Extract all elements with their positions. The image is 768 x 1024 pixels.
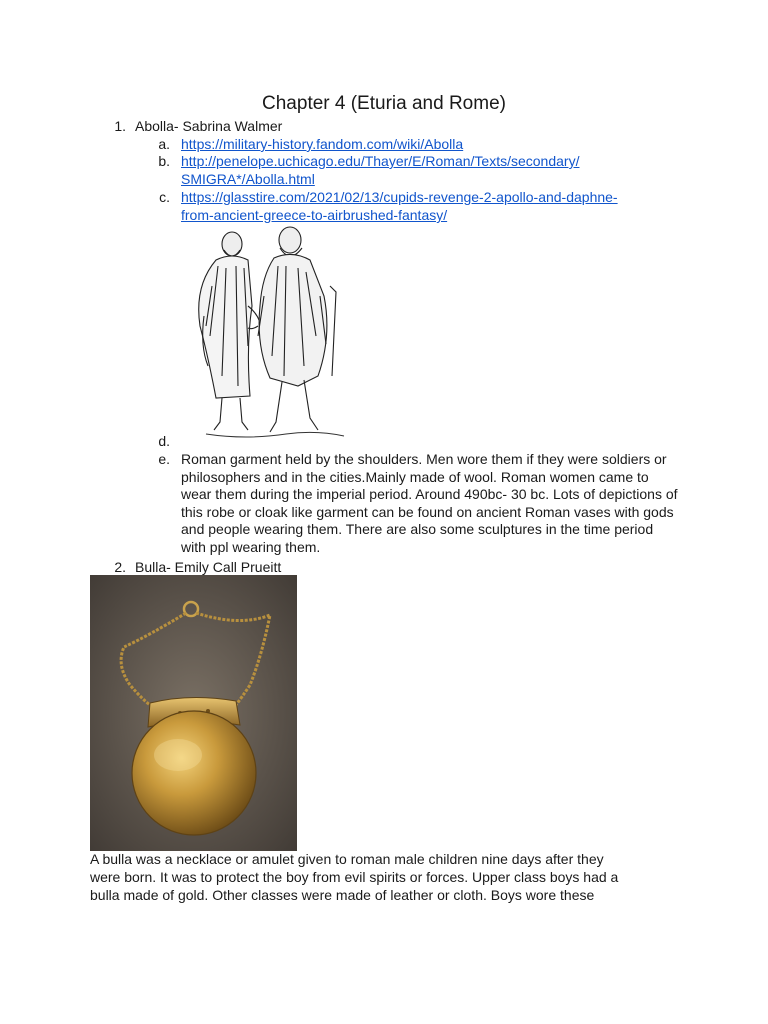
bulla-photo-image (90, 575, 297, 851)
sub-marker-a: a. (158, 136, 170, 152)
link-penelope-line1[interactable]: http://penelope.uchicago.edu/Thayer/E/Roman/Texts/secondary/ (181, 153, 580, 169)
link-glasstire-line1[interactable]: https://glasstire.com/2021/02/13/cupids-revenge-2-apollo-and-daphne- (181, 189, 618, 205)
list-number-2: 2. (114, 559, 126, 575)
sub-marker-e: e. (158, 451, 170, 467)
item-heading-abolla: Abolla- Sabrina Walmer (135, 118, 283, 134)
abolla-engraving-image (186, 226, 346, 444)
abolla-description: Roman garment held by the shoulders. Men wore them if they were soldiers or philosophers and in the cities.Mainly made of wool. Roman women came to wear them during the imperial period. Around 490bc- 30 bc. Lots of depictions of this robe or cloak like garment can be found on ancient Roman vases with gods and people wearing them. There are also some sculptures in the time period with ppl wearing them. (181, 451, 678, 555)
page-title: Chapter 4 (Eturia and Rome) (262, 93, 506, 114)
bulla-text-line-1: A bulla was a necklace or amulet given to roman male children nine days after they (90, 851, 604, 867)
sub-marker-c: c. (159, 189, 170, 205)
link-glasstire-line2[interactable]: from-ancient-greece-to-airbrushed-fantasy/ (181, 207, 448, 223)
bulla-text-line-2: were born. It was to protect the boy from evil spirits or forces. Upper class boys had a (90, 869, 619, 885)
link-military-history[interactable]: https://military-history.fandom.com/wiki/Abolla (181, 136, 464, 152)
sub-marker-d: d. (158, 433, 170, 449)
bulla-text-line-3: bulla made of gold. Other classes were made of leather or cloth. Boys wore these (90, 887, 595, 903)
link-penelope-line2[interactable]: SMIGRA*/Abolla.html (181, 171, 315, 187)
list-number-1: 1. (114, 118, 126, 134)
item-heading-bulla: Bulla- Emily Call Prueitt (135, 559, 282, 575)
sub-marker-b: b. (158, 153, 170, 169)
